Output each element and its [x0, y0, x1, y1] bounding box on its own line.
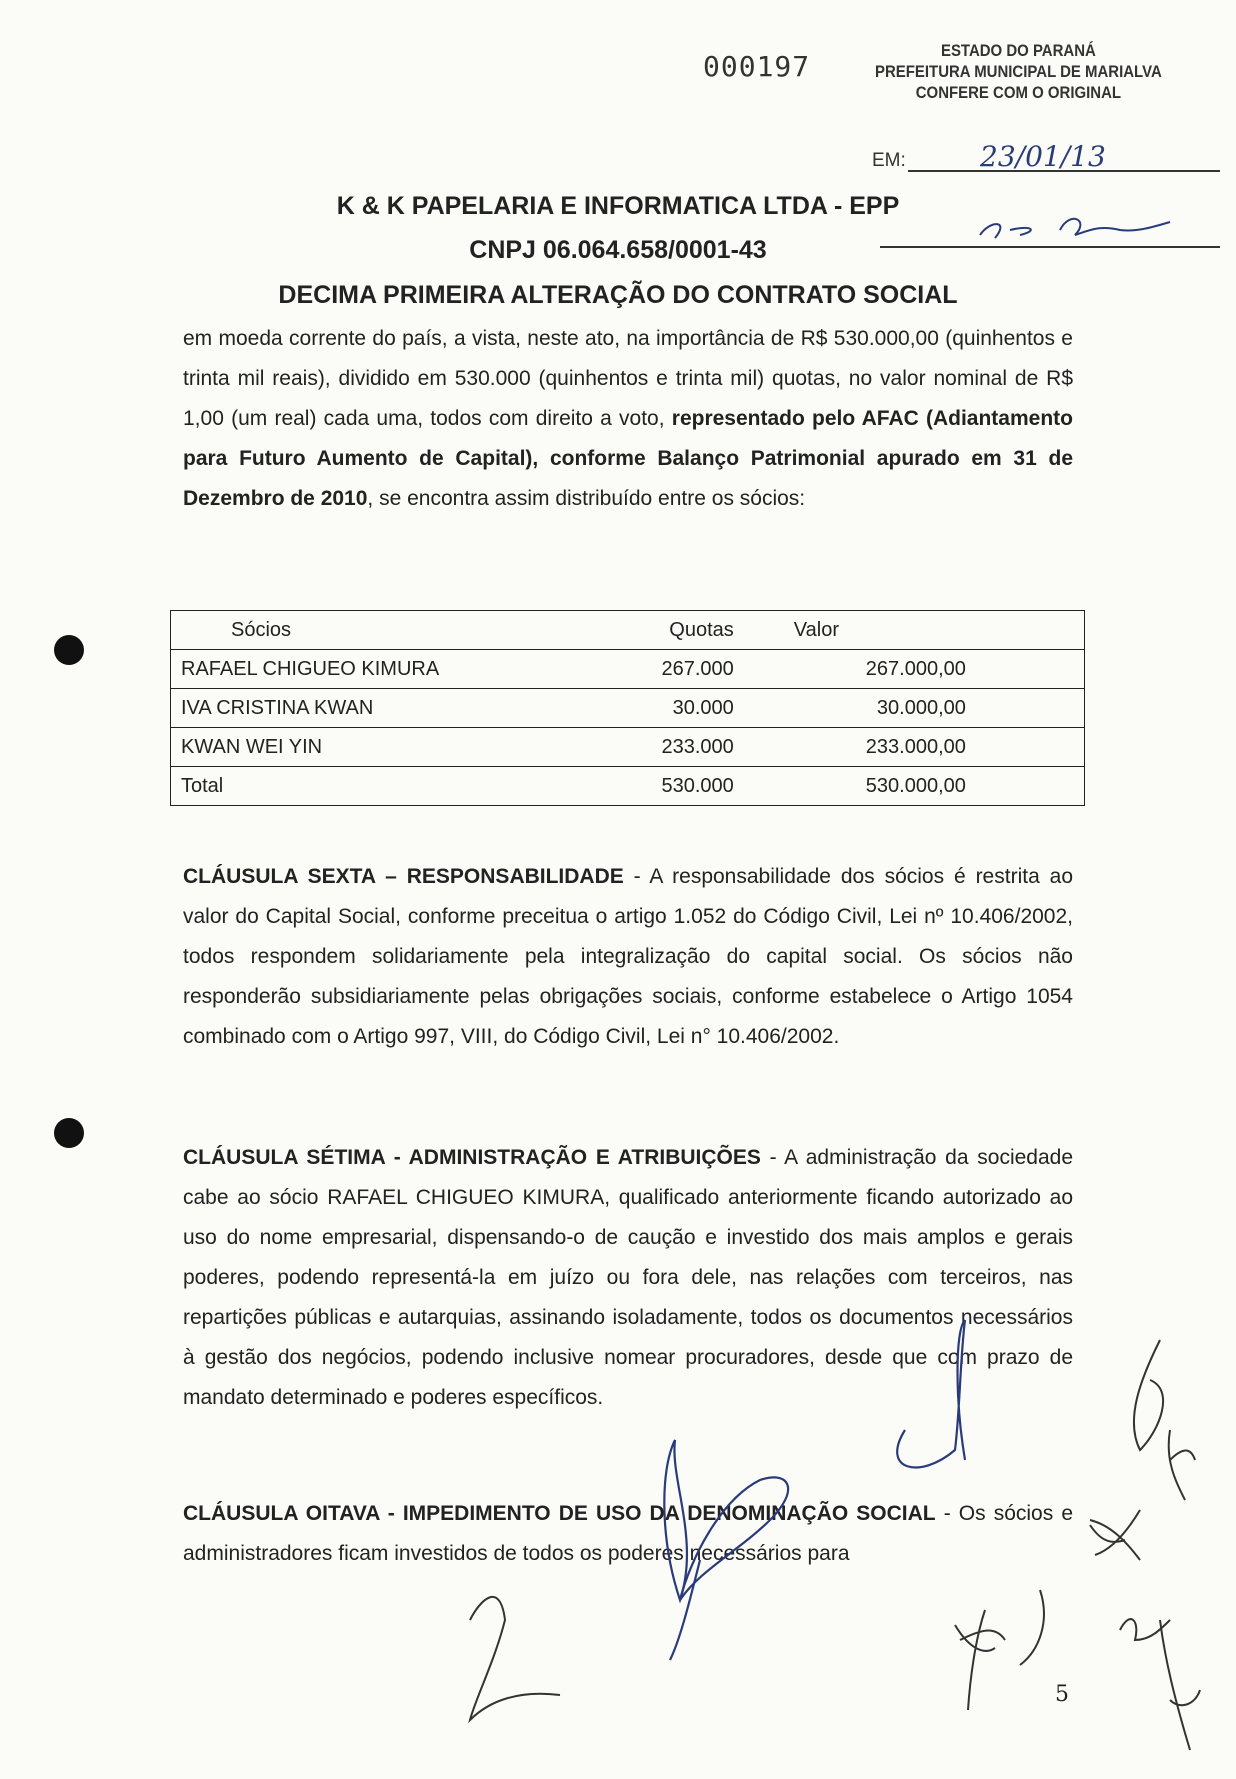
page-number: 5: [1055, 1682, 1069, 1707]
stamp-confere: CONFERE COM O ORIGINAL: [915, 83, 1122, 102]
cell-quotas: 233.000: [573, 728, 744, 767]
intro-text-1: em moeda corrente do país, a vista, neste ato, na importância de R$ 530.000,00 (quinhentos e trinta mil reais), dividido em 530.000 (quinhentos e trinta mil) quotas, no valor nominal de R$ 1,00 (um real) cada uma, todos com direito a voto,: [183, 327, 1073, 430]
cell-valor: 233.000,00: [744, 728, 976, 767]
header-valor: Valor: [744, 611, 976, 650]
stamp-em-label: EM:: [872, 150, 906, 171]
stamp-date: 23/01/13: [980, 140, 1106, 173]
stamp-state: ESTADO DO PARANÁ: [940, 41, 1096, 60]
cell-socio: KWAN WEI YIN: [171, 728, 574, 767]
clausula-setima-text: - A administração da sociedade cabe ao sócio RAFAEL CHIGUEO KIMURA, qualificado anteriormente ficando autorizado ao uso do nome empresarial, dispensando-o de caução e investido dos mais amplos e gerais poderes, podendo representá-la em juízo ou fora dele, nas relações com terceiros, nas repartições públicas e autarquias, assinando isoladamente, todos os documentos necessários à gestão dos negócios, podendo inclusive nomear procuradores, desde que com prazo de mandato determinado e poderes específicos.: [183, 1146, 1074, 1409]
company-name: K & K PAPELARIA E INFORMATICA LTDA - EPP: [336, 192, 900, 220]
cell-total-quotas: 530.000: [573, 767, 744, 806]
company-cnpj: CNPJ 06.064.658/0001-43: [469, 236, 767, 264]
intro-text-2: , se encontra assim distribuído entre os sócios:: [367, 487, 806, 510]
cell-valor: 267.000,00: [744, 650, 976, 689]
intro-bold: representado pelo AFAC (Adiantamento para Futuro Aumento de Capital), conforme Balanço Patrimonial apurado em 31 de Dezembro de 2010: [183, 407, 1073, 510]
cell-quotas: 267.000: [573, 650, 744, 689]
document-number: 000197: [703, 50, 811, 83]
cell-valor: 30.000,00: [744, 689, 976, 728]
clausula-sexta-text: - A responsabilidade dos sócios é restrita ao valor do Capital Social, conforme preceitua o artigo 1.052 do Código Civil, Lei nº 10.406/2002, todos respondem solidariamente pela integralização do capital social. Os sócios não responderão subsidiariamente pelas obrigações sociais, conforme estabelece o Artigo 1054 combinado com o Artigo 997, VIII, do Código Civil, Lei n° 10.406/2002.: [183, 865, 1073, 1048]
cell-total-label: Total: [171, 767, 574, 806]
cell-socio: IVA CRISTINA KWAN: [171, 689, 574, 728]
document-title: DECIMA PRIMEIRA ALTERAÇÃO DO CONTRATO SOCIAL: [278, 281, 958, 309]
clausula-sexta-heading: CLÁUSULA SEXTA – RESPONSABILIDADE: [183, 865, 624, 888]
clausula-setima-heading: CLÁUSULA SÉTIMA - ADMINISTRAÇÃO E ATRIBUIÇÕES: [183, 1146, 761, 1169]
cell-socio: RAFAEL CHIGUEO KIMURA: [171, 650, 574, 689]
cell-quotas: 30.000: [573, 689, 744, 728]
header-socios: Sócios: [171, 611, 574, 650]
stamp-prefecture: PREFEITURA MUNICIPAL DE MARIALVA: [875, 62, 1162, 81]
header-quotas: Quotas: [573, 611, 744, 650]
clausula-oitava-heading: CLÁUSULA OITAVA - IMPEDIMENTO DE USO DA DENOMINAÇÃO SOCIAL: [183, 1502, 936, 1525]
cell-total-valor: 530.000,00: [744, 767, 976, 806]
clausula-oitava-text: - Os sócios e administradores ficam investidos de todos os poderes necessários para: [183, 1502, 1073, 1565]
